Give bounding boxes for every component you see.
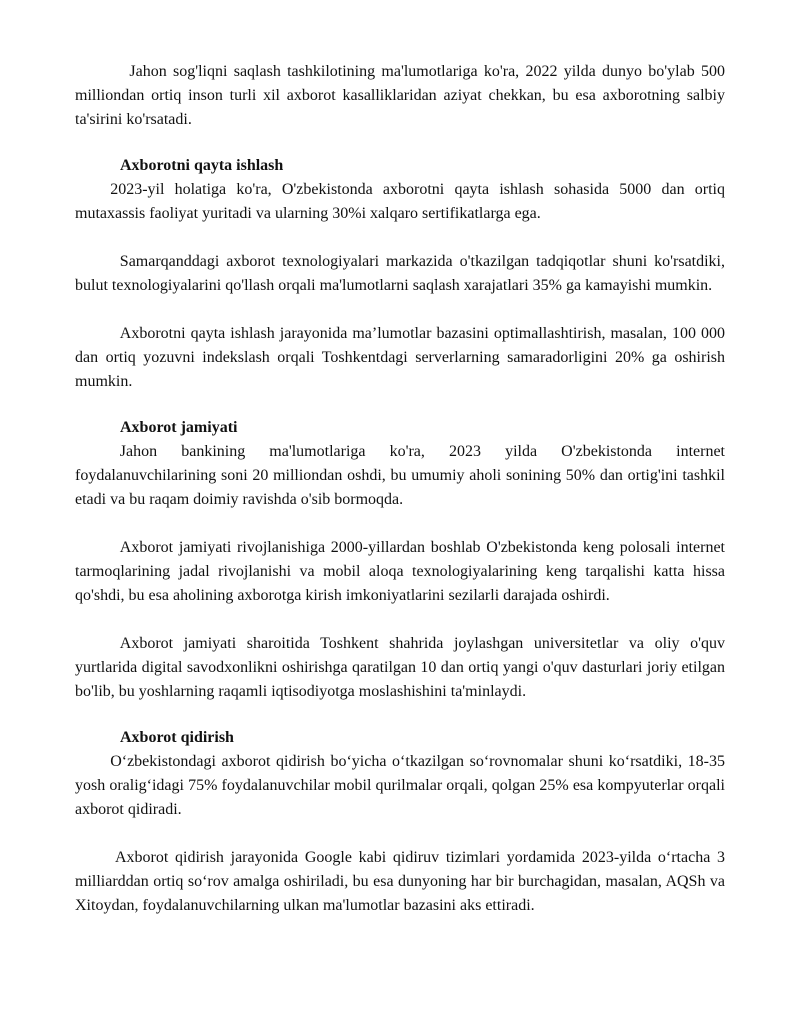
paragraph: Axborotni qayta ishlash jarayonida maʼlumotlar bazasini optimallashtirish, masalan, 100 000 dan ortiq yozuvni indekslash orqali Toshkentdagi serverlarning samaradorligini 20% ga oshirish mumkin. [75, 325, 725, 390]
paragraph: Jahon bankining ma'lumotlariga ko'ra, 2023 yilda O'zbekistonda internet foydalanuvchilarining soni 20 milliondan oshdi, bu umumiy aholi sonining 50% dan ortig'ini tashkil etadi va bu raqam doimiy ravishda o'sib bormoqda. [75, 443, 725, 508]
intro-paragraph: Jahon sog'liqni saqlash tashkilotining ma'lumotlariga ko'ra, 2022 yilda dunyo bo'ylab 500 milliondan ortiq inson turli xil axborot kasalliklaridan aziyat chekkan, bu esa axborotning salbiy ta'sirini ko'rsatadi. [75, 63, 725, 128]
paragraph: Axborot qidirish jarayonida Google kabi qidiruv tizimlari yordamida 2023-yilda oʻrtacha 3 milliarddan ortiq soʻrov amalga oshiriladi, bu esa dunyoning har bir burchagidan, masalan, AQSh va Xitoydan, foydalanuvchilarning ulkan ma'lumotlar bazasini aks ettiradi. [75, 849, 725, 914]
paragraph: Axborot jamiyati rivojlanishiga 2000-yillardan boshlab O'zbekistonda keng polosali internet tarmoqlarining jadal rivojlanishi va mobil aloqa texnologiyalarining keng tarqalishi katta hissa qo'shdi, bu esa aholining axborotga kirish imkoniyatlarini sezilarli darajada oshirdi. [75, 539, 725, 604]
section-heading-search: Axborot qidirish [120, 729, 234, 746]
paragraph: Oʻzbekistondagi axborot qidirish boʻyicha oʻtkazilgan soʻrovnomalar shuni koʻrsatdiki, 18-35 yosh oraligʻidagi 75% foydalanuvchilar mobil qurilmalar orqali, qolgan 25% esa kompyuterlar orqali axborot qidiradi. [75, 753, 725, 818]
paragraph: 2023-yil holatiga ko'ra, O'zbekistonda axborotni qayta ishlash sohasida 5000 dan ortiq mutaxassis faoliyat yuritadi va ularning 30%i xalqaro sertifikatlarga ega. [75, 181, 725, 222]
document-page [75, 60, 725, 918]
section-heading-processing: Axborotni qayta ishlash [120, 157, 284, 174]
paragraph: Axborot jamiyati sharoitida Toshkent shahrida joylashgan universitetlar va oliy o'quv yurtlarida digital savodxonlikni oshirishga qaratilgan 10 dan ortiq yangi o'quv dasturlari joriy etilgan bo'lib, bu yoshlarning raqamli iqtisodiyotga moslashishini ta'minlaydi. [75, 635, 725, 700]
paragraph: Samarqanddagi axborot texnologiyalari markazida o'tkazilgan tadqiqotlar shuni ko'rsatdiki, bulut texnologiyalarini qo'llash orqali ma'lumotlarni saqlash xarajatlari 35% ga kamayishi mumkin. [75, 253, 725, 294]
section-heading-society: Axborot jamiyati [120, 419, 238, 436]
